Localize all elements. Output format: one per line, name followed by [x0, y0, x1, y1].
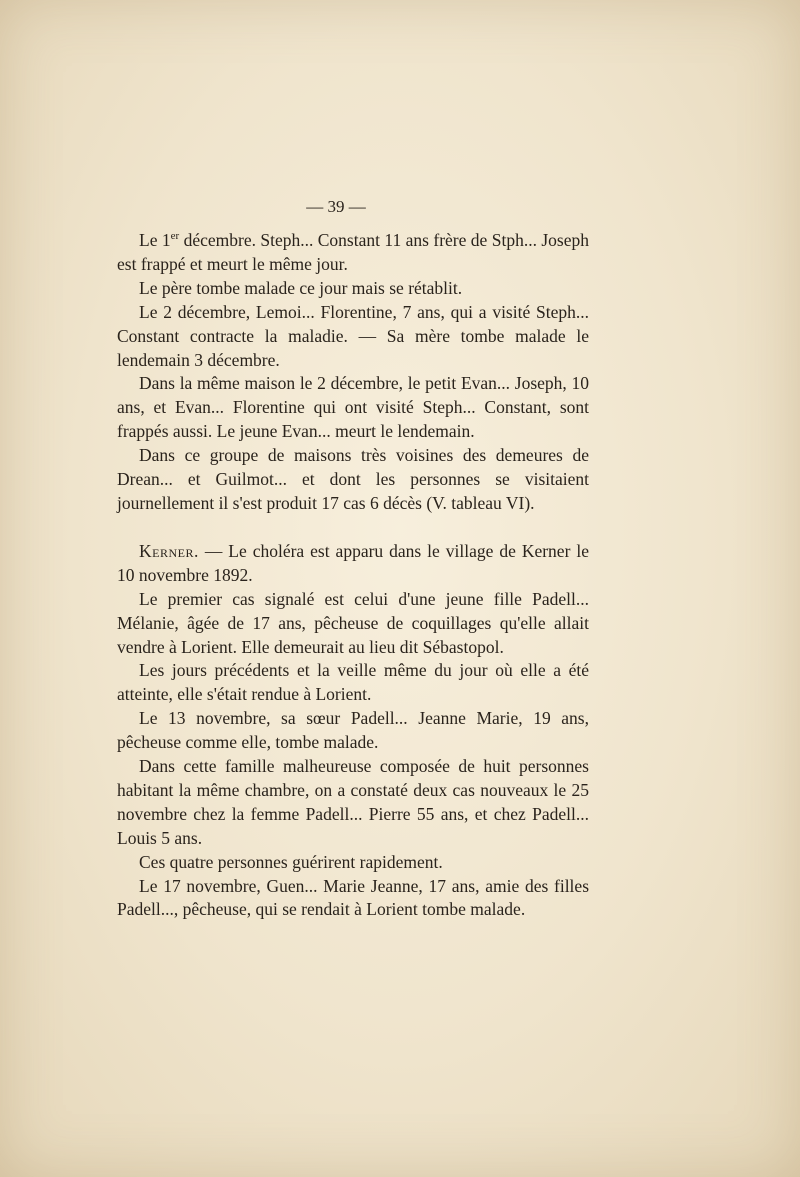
paragraph-7: Les jours précédents et la veille même du jour où elle a été atteinte, elle s'était rendue à Lorient.: [117, 660, 589, 705]
paragraph-9: Dans cette famille malheureuse composée de huit personnes habitant la même chambre, on a constaté deux cas nouveaux le 25 novembre chez la femme Padell... Pierre 55 ans, et chez Padell... Louis 5 ans.: [117, 756, 589, 848]
paragraph-11: Le 17 novembre, Guen... Marie Jeanne, 17 ans, amie des filles Padell..., pêcheuse, qui se rendait à Lorient tombe malade.: [117, 875, 589, 920]
paragraph-8: Le 13 novembre, sa sœur Padell... Jeanne Marie, 19 ans, pêcheuse comme elle, tombe malade.: [117, 708, 589, 753]
kerner-heading: Kerner.: [139, 540, 199, 561]
paragraph-2: Le père tombe malade ce jour mais se rétablit.: [139, 277, 463, 298]
page-number: — 39 —: [306, 197, 366, 216]
kerner-paragraph: [117, 540, 589, 588]
paragraph-1-lead: Le 1: [139, 230, 171, 250]
paragraph-6: Le premier cas signalé est celui d'une jeune fille Padell... Mélanie, âgée de 17 ans, pêcheuse de coquillages qu'elle allait vendre à Lorient. Elle demeurait au lieu dit Sébastopol.: [117, 588, 589, 657]
paragraph-10: Ces quatre personnes guérirent rapidement.: [139, 851, 443, 872]
paragraph-1: [117, 229, 589, 277]
paragraph-4: Dans la même maison le 2 décembre, le petit Evan... Joseph, 10 ans, et Evan... Florentine qui ont visité Steph... Constant, sont frappés aussi. Le jeune Evan... meurt le lendemain.: [117, 373, 589, 442]
body-text: [117, 229, 589, 922]
paragraph-3: Le 2 décembre, Lemoi... Florentine, 7 ans, qui a visité Steph... Constant contracte la maladie. — Sa mère tombe malade le lendemain 3 décembre.: [117, 301, 589, 370]
kerner-rest: — Le choléra est apparu dans le village de Kerner le 10 novembre 1892.: [117, 540, 589, 585]
paragraph-5: Dans ce groupe de maisons très voisines des demeures de Drean... et Guilmot... et dont les personnes se visitaient journellement il s'est produit 17 cas 6 décès (V. tableau VI).: [117, 445, 589, 513]
section-gap: [117, 516, 589, 540]
paragraph-1-rest: décembre. Steph... Constant 11 ans frère de Stph... Joseph est frappé et meurt le même jour.: [117, 230, 589, 274]
superscript-er: er: [170, 230, 180, 243]
